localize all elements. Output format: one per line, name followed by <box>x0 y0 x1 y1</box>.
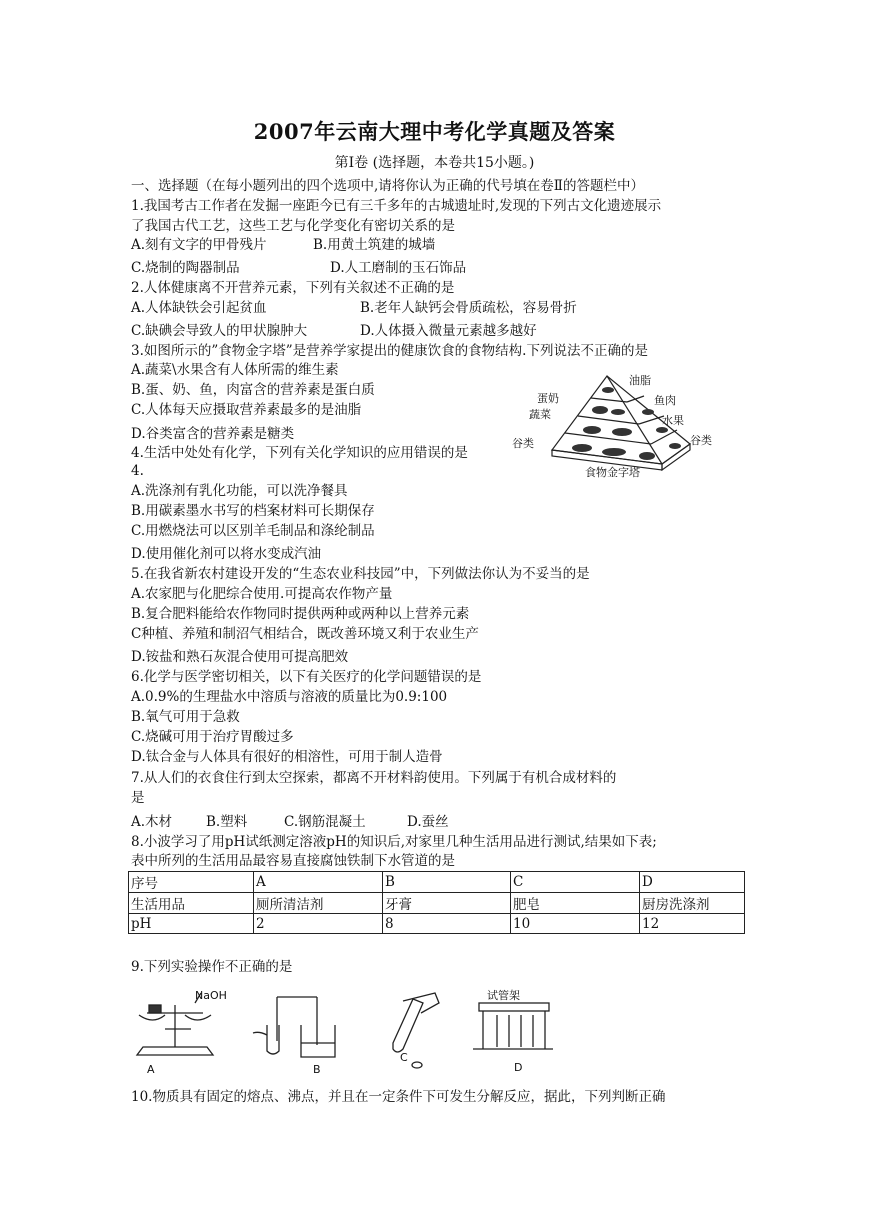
rack-label: 试管架 <box>487 989 520 1002</box>
pyramid-label-veg: 蔬菜 <box>529 408 551 421</box>
q1-option-c: C.烧制的陶器制品 <box>131 260 240 276</box>
q4-stem-line1: 4.生活中处处有化学，下列有关化学知识的应用错误的是 <box>131 445 468 461</box>
table-cell: 12 <box>640 914 745 934</box>
q4-option-c: C.用燃烧法可以区别羊毛制品和涤纶制品 <box>131 523 375 539</box>
table-cell: 10 <box>511 914 640 934</box>
ph-table <box>128 871 745 934</box>
q4-stem-line2: 4. <box>131 463 144 479</box>
q7-stem-line2: 是 <box>131 790 145 806</box>
page-subtitle: 第Ⅰ卷 (选择题，本卷共15小题。) <box>334 155 535 171</box>
q1-option-a: A.刻有文字的甲骨残片 <box>131 237 267 253</box>
q9-stem: 9.下列实验操作不正确的是 <box>131 959 293 975</box>
table-cell: A <box>254 872 383 893</box>
table-cell: 厨房洗涤剂 <box>640 893 745 914</box>
q2-option-c: C.缺碘会导致人的甲状腺肿大 <box>131 323 308 339</box>
pyramid-label-fish-meat: 鱼肉 <box>654 394 676 407</box>
q3-option-c: C.人体每天应摄取营养素最多的是油脂 <box>131 402 362 418</box>
table-cell: 2 <box>254 914 383 934</box>
q7-option-a: A.木材 <box>131 814 173 830</box>
q5-option-c: C种植、养殖和制沼气相结合，既改善环境又利于农业生产 <box>131 626 479 642</box>
q7-option-c: C.钢筋混凝土 <box>284 814 366 830</box>
lab-operations-figure <box>135 985 555 1077</box>
naoh-label: NaOH <box>195 989 227 1002</box>
q5-option-b: B.复合肥料能给农作物同时提供两种或两种以上营养元素 <box>131 606 470 622</box>
q1-stem-line2: 了我国古代工艺，这些工艺与化学变化有密切关系的是 <box>131 218 455 234</box>
q7-option-d: D.蚕丝 <box>407 814 449 830</box>
q4-option-b: B.用碳素墨水书写的档案材料可长期保存 <box>131 503 375 519</box>
option-b-label: B <box>313 1063 321 1076</box>
q6-option-d: D.钛合金与人体具有很好的相溶性，可用于制人造骨 <box>131 749 443 765</box>
q3-option-a: A.蔬菜\水果含有人体所需的维生素 <box>131 362 339 378</box>
q5-stem: 5.在我省新农村建设开发的“生态农业科技园”中，下列做法你认为不妥当的是 <box>131 566 590 582</box>
table-cell: 8 <box>383 914 511 934</box>
q6-option-a: A.0.9%的生理盐水中溶质与溶液的质量比为0.9:100 <box>131 689 448 705</box>
option-a-label: A <box>147 1063 155 1076</box>
q6-stem: 6.化学与医学密切相关，以下有关医疗的化学问题错误的是 <box>131 669 482 685</box>
q7-option-b: B.塑料 <box>206 814 248 830</box>
pyramid-label-grain-left: 谷类 <box>512 437 534 450</box>
table-row <box>129 872 745 893</box>
table-cell: 厕所清洁剂 <box>254 893 383 914</box>
q3-option-d: D.谷类富含的营养素是糖类 <box>131 426 295 442</box>
table-cell: C <box>511 872 640 893</box>
table-cell: D <box>640 872 745 893</box>
q2-stem: 2.人体健康离不开营养元素，下列有关叙述不正确的是 <box>131 280 455 296</box>
q2-option-d: D.人体摄入微量元素越多越好 <box>360 323 537 339</box>
food-pyramid-figure <box>512 372 722 480</box>
q6-option-c: C.烧碱可用于治疗胃酸过多 <box>131 729 294 745</box>
q5-option-a: A.农家肥与化肥综合使用.可提高农作物产量 <box>131 586 393 602</box>
pyramid-label-fruit: 水果 <box>662 414 684 427</box>
pyramid-label-grain-right: 谷类 <box>690 434 712 447</box>
q1-option-d: D.人工磨制的玉石饰品 <box>330 260 467 276</box>
table-cell: 肥皂 <box>511 893 640 914</box>
q1-stem-line1: 1.我国考古工作者在发掘一座距今已有三千多年的古城遗址时,发现的下列古文化遗迹展示 <box>131 198 662 214</box>
option-c-label: C <box>400 1051 408 1064</box>
q10-stem: 10.物质具有固定的熔点、沸点，并且在一定条件下可发生分解反应，据此，下列判断正确 <box>131 1089 666 1105</box>
table-row <box>129 893 745 914</box>
section-heading: 一、选择题（在每小题列出的四个选项中,请将你认为正确的代号填在卷Ⅱ的答题栏中） <box>131 178 644 194</box>
q5-option-d: D.铵盐和熟石灰混合使用可提高肥效 <box>131 649 349 665</box>
option-d-label: D <box>514 1061 523 1074</box>
q1-option-b: B.用黄土筑建的城墙 <box>313 237 436 253</box>
pyramid-label-egg-milk: 蛋奶 <box>537 392 559 405</box>
q4-option-a: A.洗涤剂有乳化功能，可以洗净餐具 <box>131 483 348 499</box>
q4-option-d: D.使用催化剂可以将水变成汽油 <box>131 546 322 562</box>
table-cell: B <box>383 872 511 893</box>
table-cell: pH <box>129 914 254 934</box>
table-cell: 序号 <box>129 872 254 893</box>
table-cell: 牙膏 <box>383 893 511 914</box>
q8-stem-line1: 8.小波学习了用pH试纸测定溶液pH的知识后,对家里几种生活用品进行测试,结果如下表; <box>131 834 657 850</box>
q7-stem-line1: 7.从人们的衣食住行到太空探索，都离不开材料韵使用。下列属于有机合成材料的 <box>131 770 617 786</box>
pyramid-label-oil: 油脂 <box>629 374 651 387</box>
q2-option-a: A.人体缺铁会引起贫血 <box>131 300 267 316</box>
page-title: 2007年云南大理中考化学真题及答案 <box>253 119 616 144</box>
q3-stem: 3.如图所示的”食物金字塔”是营养学家提出的健康饮食的食物结构.下列说法不正确的是 <box>131 343 648 359</box>
pyramid-caption: 食物金字塔 <box>585 466 640 479</box>
q6-option-b: B.氧气可用于急救 <box>131 709 240 725</box>
q8-stem-line2: 表中所列的生活用品最容易直接腐蚀铁制下水管道的是 <box>131 853 455 869</box>
q2-option-b: B.老年人缺钙会骨质疏松，容易骨折 <box>360 300 577 316</box>
table-row <box>129 914 745 934</box>
table-cell: 生活用品 <box>129 893 254 914</box>
q3-option-b: B.蛋、奶、鱼，肉富含的营养素是蛋白质 <box>131 382 375 398</box>
